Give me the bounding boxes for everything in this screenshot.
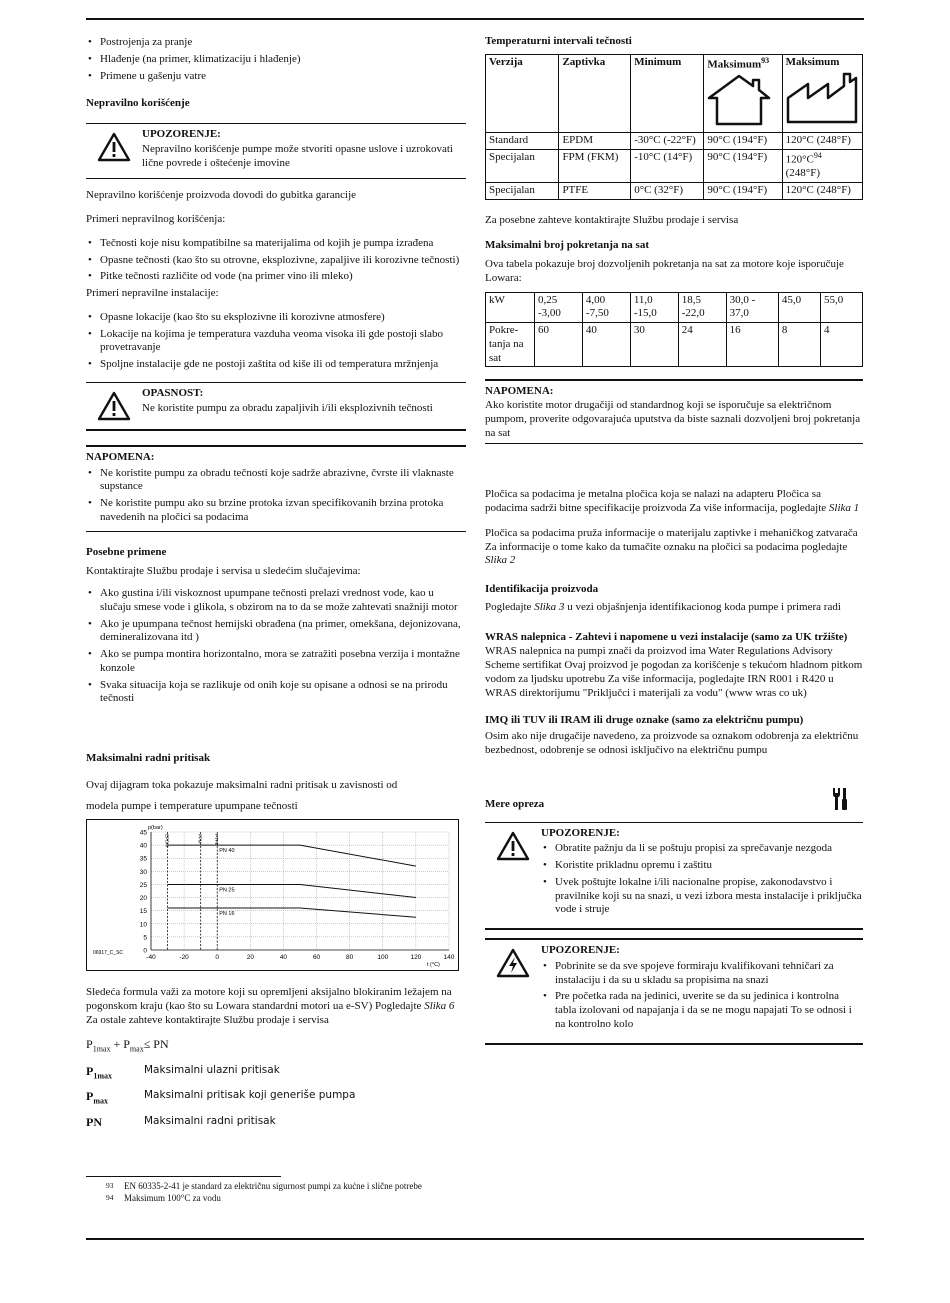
list-item: • Ako se pumpa montira horizontalno, mora se zatražiti posebna verzija i montažne konzole [86, 648, 466, 676]
imq-text: Osim ako nije drugačije navedeno, za proizvode sa oznakom odobrenja za električnu bezbednost, odobrenje se odnosi isključivo na električnu pumpu [485, 730, 859, 756]
temp-cell: 90°C (194°F) [704, 149, 782, 182]
danger-icon [86, 383, 142, 429]
legend-description: Maksimalni ulazni pritisak [144, 1063, 280, 1076]
starts-value-cell: 24 [678, 323, 726, 367]
legend-row [86, 1060, 355, 1085]
ident-heading: Identifikacija proizvoda [485, 583, 599, 596]
y-tick-label: 5 [143, 934, 147, 942]
list-item: • Postrojenja za pranje [86, 36, 466, 50]
list-item: • Opasne lokacije (kao što su eksplozivne ili korozivne atmosfere) [86, 311, 466, 325]
x-tick-label: -40 [146, 954, 156, 962]
x-tick-label: 60 [312, 954, 321, 962]
pressure-chart-svg [87, 820, 458, 970]
x-tick-label: 120 [410, 954, 422, 962]
legend-symbol: PN [86, 1114, 102, 1129]
temp-note: Za posebne zahteve kontaktirajte Službu prodaje i servisa [485, 213, 739, 226]
starts-kw-cell: 0,25 -3,00 [535, 292, 583, 323]
x-tick-label: -20 [179, 954, 189, 962]
series-line [168, 885, 416, 898]
wras-text: WRAS nalepnica na pumpi znači da proizvod ima Water Regulations Advisory Scheme sertifikat Ovaj proizvod je pogodan za korišćenje s tekućom hladnom pitkom vodom za ljudsku upotrebu Za više informacija, pogledajte IRN R001 i R420 u WRAS direktorijumu "Priključci i materijali za vodu" (www wras co uk) [485, 645, 863, 699]
starts-value-cell: 40 [582, 323, 630, 367]
y-tick-label: 25 [139, 882, 147, 890]
starts-kw-cell: 45,0 [778, 292, 820, 323]
note-box [86, 445, 466, 525]
warranty-text: Nepravilno korišćenje proizvoda dovodi do gubitka garancije [86, 189, 357, 202]
list-item: • Obratite pažnju da li se poštuju propisi za sprečavanje nezgoda [541, 842, 863, 856]
list-item: • Uvek poštujte lokalne i/ili nacionalne propise, zakonodavstvo i pravilnike koji su na snazi, u vezi izbora mesta instalacije i priključka vode i struje [541, 876, 863, 917]
material-limit-label: EPDM [164, 834, 170, 848]
series-line [168, 845, 416, 866]
danger-text: Ne koristite pumpu za obradu zapaljivih i/ili eksplozivnih tečnosti [142, 401, 433, 414]
list-item: • Ne koristite pumpu ako su brzine protoka izvan specifikovanih brzina protoka navedenih na pločici sa podacima [86, 497, 466, 525]
list-item: • Hlađenje (na primer, klimatizaciju i hlađenje) [86, 53, 466, 67]
footnote: 93 EN 60335-2-41 je standard za električnu sigurnost pumpi za kućne i slične potrebe [106, 1181, 422, 1191]
y-tick-label: 45 [139, 829, 147, 837]
list-item: • Ne koristite pumpu za obradu tečnosti koje sadrže abrazivne, čvrste ili vlaknaste supstance [86, 467, 466, 495]
max-pressure-heading: Maksimalni radni pritisak [86, 752, 211, 764]
temp-cell: EPDM [559, 132, 631, 149]
bottom-rule [86, 1238, 864, 1240]
list-item: • Svaka situacija koja se razlikuje od onih koje su opisane a odnosi se na prirodu tečnosti [86, 679, 466, 707]
note-title: NAPOMENA: [86, 450, 155, 463]
factory-icon [786, 70, 859, 129]
temp-cell: PTFE [559, 182, 631, 199]
warning-text: Nepravilno korišćenje pumpe može stvoriti opasne uslove i uzrokovati lične povrede i oštećenje imovine [142, 142, 453, 169]
starts-row-label: Pokre- tanja na sat [486, 323, 535, 367]
temp-heading: Temperaturni intervali tečnosti [485, 35, 632, 47]
legend-symbol: $P_{max}$ [86, 1089, 109, 1106]
series-line [168, 908, 416, 917]
special-heading: Posebne primene [86, 545, 167, 558]
list-item: • Spoljne instalacije gde ne postoji zaštita od kiše ili od temperatura mržnjenja [86, 358, 466, 372]
starts-kw-cell: 4,00 -7,50 [582, 292, 630, 323]
imq-heading: IMQ ili TUV ili IRAM ili druge oznake (samo za električnu pumpu) [485, 714, 804, 727]
legend-description: Maksimalni pritisak koji generiše pumpa [144, 1089, 356, 1102]
material-limit-label: PTFE [214, 834, 220, 846]
starts-table [485, 292, 863, 368]
temp-cell: 90°C (194°F) [704, 182, 782, 199]
material-limit-label: FPM [197, 834, 203, 844]
examples-use-label: Primeri nepravilnog korišćenja: [86, 213, 226, 225]
x-tick-label: 80 [346, 954, 354, 962]
starts-value-cell: 4 [820, 323, 862, 367]
list-item: • Ako gustina i/ili viskoznost upumpane tečnosti prelazi vrednost vode, kao u slučaju smese vode i glikola, s obzirom na to da se može zahtevati snažniji motor [86, 587, 466, 615]
formula: $P_{1max} + P_{max}\le$ PN [86, 1036, 169, 1053]
starts-heading: Maksimalni broj pokretanja na sat [485, 239, 650, 252]
temp-header-cell: Maksimum$^{93}$ [704, 54, 782, 132]
starts-intro: Ova tabela pokazuje broj dozvoljenih pokretanja na sat za motore koje isporučuje Lowara: [485, 258, 844, 284]
list-item: • Koristite prikladnu opremu i zaštitu [541, 859, 863, 873]
starts-kw-cell: 55,0 [820, 292, 862, 323]
starts-kw-cell: 30,0 - 37,0 [726, 292, 778, 323]
temp-header-cell: Minimum [631, 54, 704, 132]
x-tick-label: 40 [279, 954, 288, 962]
temp-row [486, 132, 863, 149]
examples-use-list [86, 237, 466, 284]
x-tick-label: 20 [246, 954, 254, 962]
series-label: PN 40 [219, 848, 235, 855]
warning2-title: UPOZORENJE: [541, 826, 620, 839]
improper-use-heading: Nepravilno korišćenje [86, 97, 190, 110]
y-tick-label: 40 [139, 842, 147, 850]
starts-value-cell: 60 [535, 323, 583, 367]
plate-paragraph-1: Pločica sa podacima je metalna pločica koja se nalazi na adapteru Pločica sa podacima sadrži bitne specifikacije proizvoda Za više informacija, pogledajte Slika 1 [485, 488, 860, 515]
temp-header-cell: Verzija [486, 54, 559, 132]
legend-row [86, 1111, 355, 1134]
legend-symbol: $P_{1max}$ [86, 1063, 113, 1081]
temp-header-row [486, 54, 863, 132]
temp-cell: 0°C (32°F) [631, 182, 704, 199]
plate-paragraph-2: Pločica sa podacima pruža informacije o materijalu zaptivke i mehaničkog zatvarača Za informacije o tome kako da tumačite oznaku na pločici sa podacima pogledajte Slika 2 [485, 526, 858, 567]
wras-heading: WRAS nalepnica - Zahtevi i napomene u vezi instalacije (samo za UK tržište) [485, 630, 848, 643]
precautions-heading: Mere opreza [485, 797, 545, 810]
note2-title: NAPOMENA: [485, 385, 554, 398]
starts-kw-row [486, 292, 863, 323]
list-item: • Pitke tečnosti različite od vode (na primer vino ili mleko) [86, 270, 466, 284]
special-list [86, 587, 466, 706]
formula-text: Sledeća formula važi za motore koji su opremljeni aksijalno blokiranim ležajem na pogonskom kraju (kao što su Lowara standardni motori ua e-SV) Pogledajte Slika 6 Za ostale zahteve kontaktirajte Službu prodaje i servisa [86, 986, 455, 1026]
note2-text: Ako koristite motor drugačiji od standardnog koji se isporučuje sa električnom pumpom, proverite odgovarajuća uputstva da biste saznali dozvoljeni broj pokretanja na sat [485, 399, 861, 439]
examples-install-label: Primeri nepravilne instalacije: [86, 287, 219, 299]
y-axis-label: p(bar) [148, 825, 163, 832]
warning3-box [485, 938, 863, 1045]
temp-cell: Standard [486, 132, 559, 149]
list-item: • Tečnosti koje nisu kompatibilne sa materijalima od kojih je pumpa izrađena [86, 237, 466, 251]
starts-kw-cell: 11,0 -15,0 [630, 292, 678, 323]
starts-value-cell: 16 [726, 323, 778, 367]
pressure-chart [86, 819, 459, 971]
warning2-box [485, 822, 863, 931]
formula-legend [86, 1060, 355, 1134]
x-tick-label: 0 [215, 954, 220, 962]
y-tick-label: 35 [139, 855, 147, 863]
starts-value-cell: 8 [778, 323, 820, 367]
y-tick-label: 20 [139, 895, 147, 903]
footnote-rule [86, 1176, 281, 1177]
temp-cell: -30°C (-22°F) [631, 132, 704, 149]
right-column [485, 32, 863, 1045]
starts-kw-label: kW [486, 292, 535, 323]
starts-kw-cell: 18,5 -22,0 [678, 292, 726, 323]
temp-cell: FPM (FKM) [559, 149, 631, 182]
warning-icon [86, 124, 142, 178]
list-item: • Opasne tečnosti (kao što su otrovne, eksplozivne, zapaljive ili korozivne tečnosti) [86, 254, 466, 268]
footnotes [106, 1181, 526, 1206]
danger-box [86, 382, 466, 431]
temp-cell: 120°C (248°F) [782, 182, 862, 199]
note-list [86, 467, 466, 525]
uses-list [86, 36, 466, 83]
temp-table [485, 54, 863, 200]
warning-title: UPOZORENJE: [142, 128, 221, 140]
warning3-title: UPOZORENJE: [541, 944, 620, 957]
note2-box [485, 379, 863, 444]
ident-text: Pogledajte Slika 3 u vezi objašnjenja identifikacionog koda pumpe i primera radi [485, 600, 841, 613]
examples-install-list [86, 311, 466, 372]
electrical-warning-icon [485, 940, 541, 1043]
temp-cell: $120^\circ C^{94}$ (248°F) [782, 149, 862, 182]
temp-cell: 120°C (248°F) [782, 132, 862, 149]
legend-description: Maksimalni radni pritisak [144, 1114, 276, 1127]
series-label: PN 16 [219, 911, 235, 918]
starts-value-row [486, 323, 863, 367]
left-column [86, 32, 466, 1134]
temp-cell: Specijalan [486, 149, 559, 182]
temp-row [486, 182, 863, 199]
y-tick-label: 15 [139, 908, 147, 916]
chart-code: 06917_C_SC [93, 950, 124, 957]
x-tick-label: 140 [443, 954, 455, 962]
series-label: PN 25 [219, 887, 235, 894]
warning-box [86, 123, 466, 179]
max-pressure-line1: Ovaj dijagram toka pokazuje maksimalni radni pritisak u zavisnosti od [86, 778, 398, 791]
list-item: • Primene u gašenju vatre [86, 70, 466, 84]
list-item: • Ako je upumpana tečnost hemijski obrađena (na primer, omekšana, dejonizovana, demineralizovana itd ) [86, 618, 466, 646]
temp-header-cell: Zaptivka [559, 54, 631, 132]
warning3-list [541, 960, 863, 1032]
x-axis-label: t (°C) [427, 962, 440, 969]
y-tick-label: 10 [139, 921, 147, 929]
temp-cell: 90°C (194°F) [704, 132, 782, 149]
temp-header-cell: Maksimum [782, 54, 862, 132]
starts-value-cell: 30 [630, 323, 678, 367]
top-rule [86, 18, 864, 20]
tools-icon [831, 786, 849, 817]
y-tick-label: 0 [143, 947, 147, 955]
list-item: • Pobrinite se da sve spojeve formiraju kvalifikovani tehničari za instalaciju i da su u skladu sa propisima na snazi [541, 960, 863, 988]
house-icon [707, 72, 778, 131]
y-tick-label: 30 [139, 869, 147, 877]
footnote: 94 Maksimum 100°C za vodu [106, 1193, 221, 1204]
list-item: • Pre početka rada na jedinici, uverite se da su jedinica i kontrolna tabla izolovani od napajanja i da se ne mogu napajati To se odnosi i na kontrolno kolo [541, 990, 863, 1031]
temp-cell: -10°C (14°F) [631, 149, 704, 182]
special-intro: Kontaktirajte Službu prodaje i servisa u sledećim slučajevima: [86, 565, 361, 578]
temp-row [486, 149, 863, 182]
warning2-list [541, 842, 863, 917]
max-pressure-line2: modela pumpe i temperature upumpane tečnosti [86, 799, 298, 812]
temp-cell: Specijalan [486, 182, 559, 199]
danger-title: OPASNOST: [142, 386, 204, 399]
list-item: • Lokacije na kojima je temperatura vazduha veoma visoka ili gde postoji slabo provetravanje [86, 328, 466, 356]
warning2-icon [485, 823, 541, 929]
x-tick-label: 100 [377, 954, 389, 962]
legend-row [86, 1085, 355, 1110]
